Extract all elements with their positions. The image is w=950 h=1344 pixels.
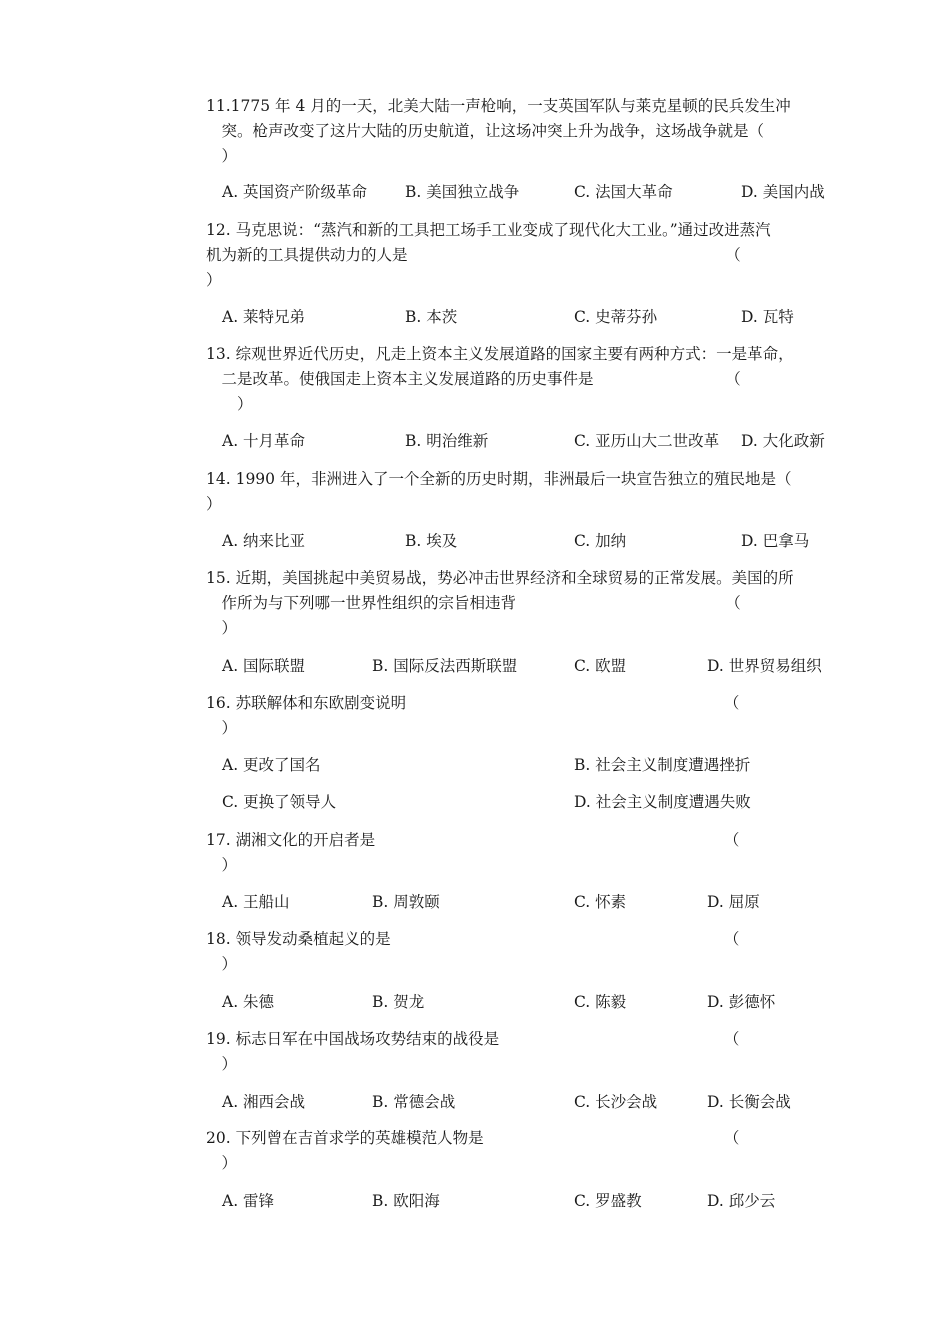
question-19 bbox=[206, 1027, 834, 1077]
question-11-line-1: 11.1775 年 4 月的一天，北美大陆一声枪响，一支英国军队与莱克星顿的民兵发生冲 bbox=[206, 97, 791, 115]
question-18-option-a[interactable]: A. 朱德 bbox=[222, 993, 275, 1011]
question-18-option-d[interactable]: D. 彭德怀 bbox=[707, 993, 776, 1011]
question-15-line-3: ） bbox=[206, 619, 238, 637]
question-20-line-1: 20. 下列曾在吉首求学的英雄模范人物是 （ bbox=[206, 1129, 740, 1147]
question-16-line-2: ） bbox=[206, 719, 238, 737]
question-17-option-c[interactable]: C. 怀素 bbox=[574, 893, 627, 911]
question-12-option-a[interactable]: A. 莱特兄弟 bbox=[222, 308, 306, 326]
question-18-option-c[interactable]: C. 陈毅 bbox=[574, 993, 627, 1011]
question-11-option-d[interactable]: D. 美国内战 bbox=[741, 183, 825, 201]
question-13-line-3: ） bbox=[206, 395, 253, 413]
question-20-option-b[interactable]: B. 欧阳海 bbox=[372, 1192, 440, 1210]
question-20-option-a[interactable]: A. 雷锋 bbox=[222, 1192, 275, 1210]
question-20-option-c[interactable]: C. 罗盛教 bbox=[574, 1192, 642, 1210]
question-17-option-b[interactable]: B. 周敦颐 bbox=[372, 893, 440, 911]
question-15-option-c[interactable]: C. 欧盟 bbox=[574, 657, 627, 675]
question-14-option-b[interactable]: B. 埃及 bbox=[405, 532, 458, 550]
question-19-line-2: ） bbox=[206, 1055, 238, 1073]
question-19-option-b[interactable]: B. 常德会战 bbox=[372, 1093, 456, 1111]
question-13-option-d[interactable]: D. 大化政新 bbox=[741, 432, 825, 450]
question-15-option-d[interactable]: D. 世界贸易组织 bbox=[707, 657, 822, 675]
question-19-line-1: 19. 标志日军在中国战场攻势结束的战役是 （ bbox=[206, 1030, 740, 1048]
question-16-option-d[interactable]: D. 社会主义制度遭遇失败 bbox=[574, 793, 751, 811]
question-15-option-a[interactable]: A. 国际联盟 bbox=[222, 657, 306, 675]
question-11 bbox=[206, 94, 834, 169]
question-13-option-b[interactable]: B. 明治维新 bbox=[405, 432, 489, 450]
question-18-line-2: ） bbox=[206, 955, 238, 973]
question-13-option-a[interactable]: A. 十月革命 bbox=[222, 432, 306, 450]
question-14-option-a[interactable]: A. 纳来比亚 bbox=[222, 532, 306, 550]
question-14-line-2: ） bbox=[206, 495, 222, 513]
question-18-line-1: 18. 领导发动桑植起义的是 （ bbox=[206, 930, 740, 948]
question-12-option-c[interactable]: C. 史蒂芬孙 bbox=[574, 308, 658, 326]
question-17-line-1: 17. 湖湘文化的开启者是 （ bbox=[206, 831, 740, 849]
question-12 bbox=[206, 218, 834, 293]
question-19-option-a[interactable]: A. 湘西会战 bbox=[222, 1093, 306, 1111]
question-12-option-b[interactable]: B. 本茨 bbox=[405, 308, 458, 326]
question-13 bbox=[206, 342, 834, 417]
question-11-option-b[interactable]: B. 美国独立战争 bbox=[405, 183, 520, 201]
question-20 bbox=[206, 1126, 834, 1176]
question-20-option-d[interactable]: D. 邱少云 bbox=[707, 1192, 776, 1210]
question-12-line-3: ） bbox=[206, 271, 222, 289]
question-16-option-a[interactable]: A. 更改了国名 bbox=[222, 756, 321, 774]
question-17-line-2: ） bbox=[206, 856, 238, 874]
question-17-option-d[interactable]: D. 屈原 bbox=[707, 893, 760, 911]
question-12-option-d[interactable]: D. 瓦特 bbox=[741, 308, 794, 326]
question-16-line-1: 16. 苏联解体和东欧剧变说明 （ bbox=[206, 694, 740, 712]
question-17-option-a[interactable]: A. 王船山 bbox=[222, 893, 290, 911]
question-15 bbox=[206, 566, 834, 641]
question-11-line-3: ） bbox=[206, 147, 238, 165]
question-16 bbox=[206, 691, 834, 741]
question-14-option-d[interactable]: D. 巴拿马 bbox=[741, 532, 810, 550]
question-19-option-d[interactable]: D. 长衡会战 bbox=[707, 1093, 791, 1111]
question-16-option-b[interactable]: B. 社会主义制度遭遇挫折 bbox=[574, 756, 751, 774]
question-15-option-b[interactable]: B. 国际反法西斯联盟 bbox=[372, 657, 518, 675]
question-18 bbox=[206, 927, 834, 977]
question-14 bbox=[206, 467, 834, 517]
question-11-line-2: 突。枪声改变了这片大陆的历史航道，让这场冲突上升为战争，这场战争就是（ bbox=[206, 122, 765, 140]
question-13-line-1: 13. 综观世界近代历史，凡走上资本主义发展道路的国家主要有两种方式：一是革命， bbox=[206, 345, 794, 363]
question-13-line-2: 二是改革。使俄国走上资本主义发展道路的历史事件是 （ bbox=[206, 370, 741, 388]
question-18-option-b[interactable]: B. 贺龙 bbox=[372, 993, 425, 1011]
question-11-option-a[interactable]: A. 英国资产阶级革命 bbox=[222, 183, 368, 201]
question-14-option-c[interactable]: C. 加纳 bbox=[574, 532, 627, 550]
question-15-line-2: 作所为与下列哪一世界性组织的宗旨相违背 （ bbox=[206, 594, 741, 612]
question-11-option-c[interactable]: C. 法国大革命 bbox=[574, 183, 673, 201]
question-16-option-c[interactable]: C. 更换了领导人 bbox=[222, 793, 337, 811]
question-12-line-1: 12. 马克思说：“蒸汽和新的工具把工场手工业变成了现代化大工业。”通过改进蒸汽 bbox=[206, 221, 771, 239]
question-20-line-2: ） bbox=[206, 1154, 238, 1172]
question-14-line-1: 14. 1990 年，非洲进入了一个全新的历史时期，非洲最后一块宣告独立的殖民地是（ bbox=[206, 470, 792, 488]
question-17 bbox=[206, 828, 834, 878]
question-19-option-c[interactable]: C. 长沙会战 bbox=[574, 1093, 658, 1111]
question-12-line-2: 机为新的工具提供动力的人是 （ bbox=[206, 246, 741, 264]
question-15-line-1: 15. 近期，美国挑起中美贸易战，势必冲击世界经济和全球贸易的正常发展。美国的所 bbox=[206, 569, 794, 587]
question-13-option-c[interactable]: C. 亚历山大二世改革 bbox=[574, 432, 720, 450]
